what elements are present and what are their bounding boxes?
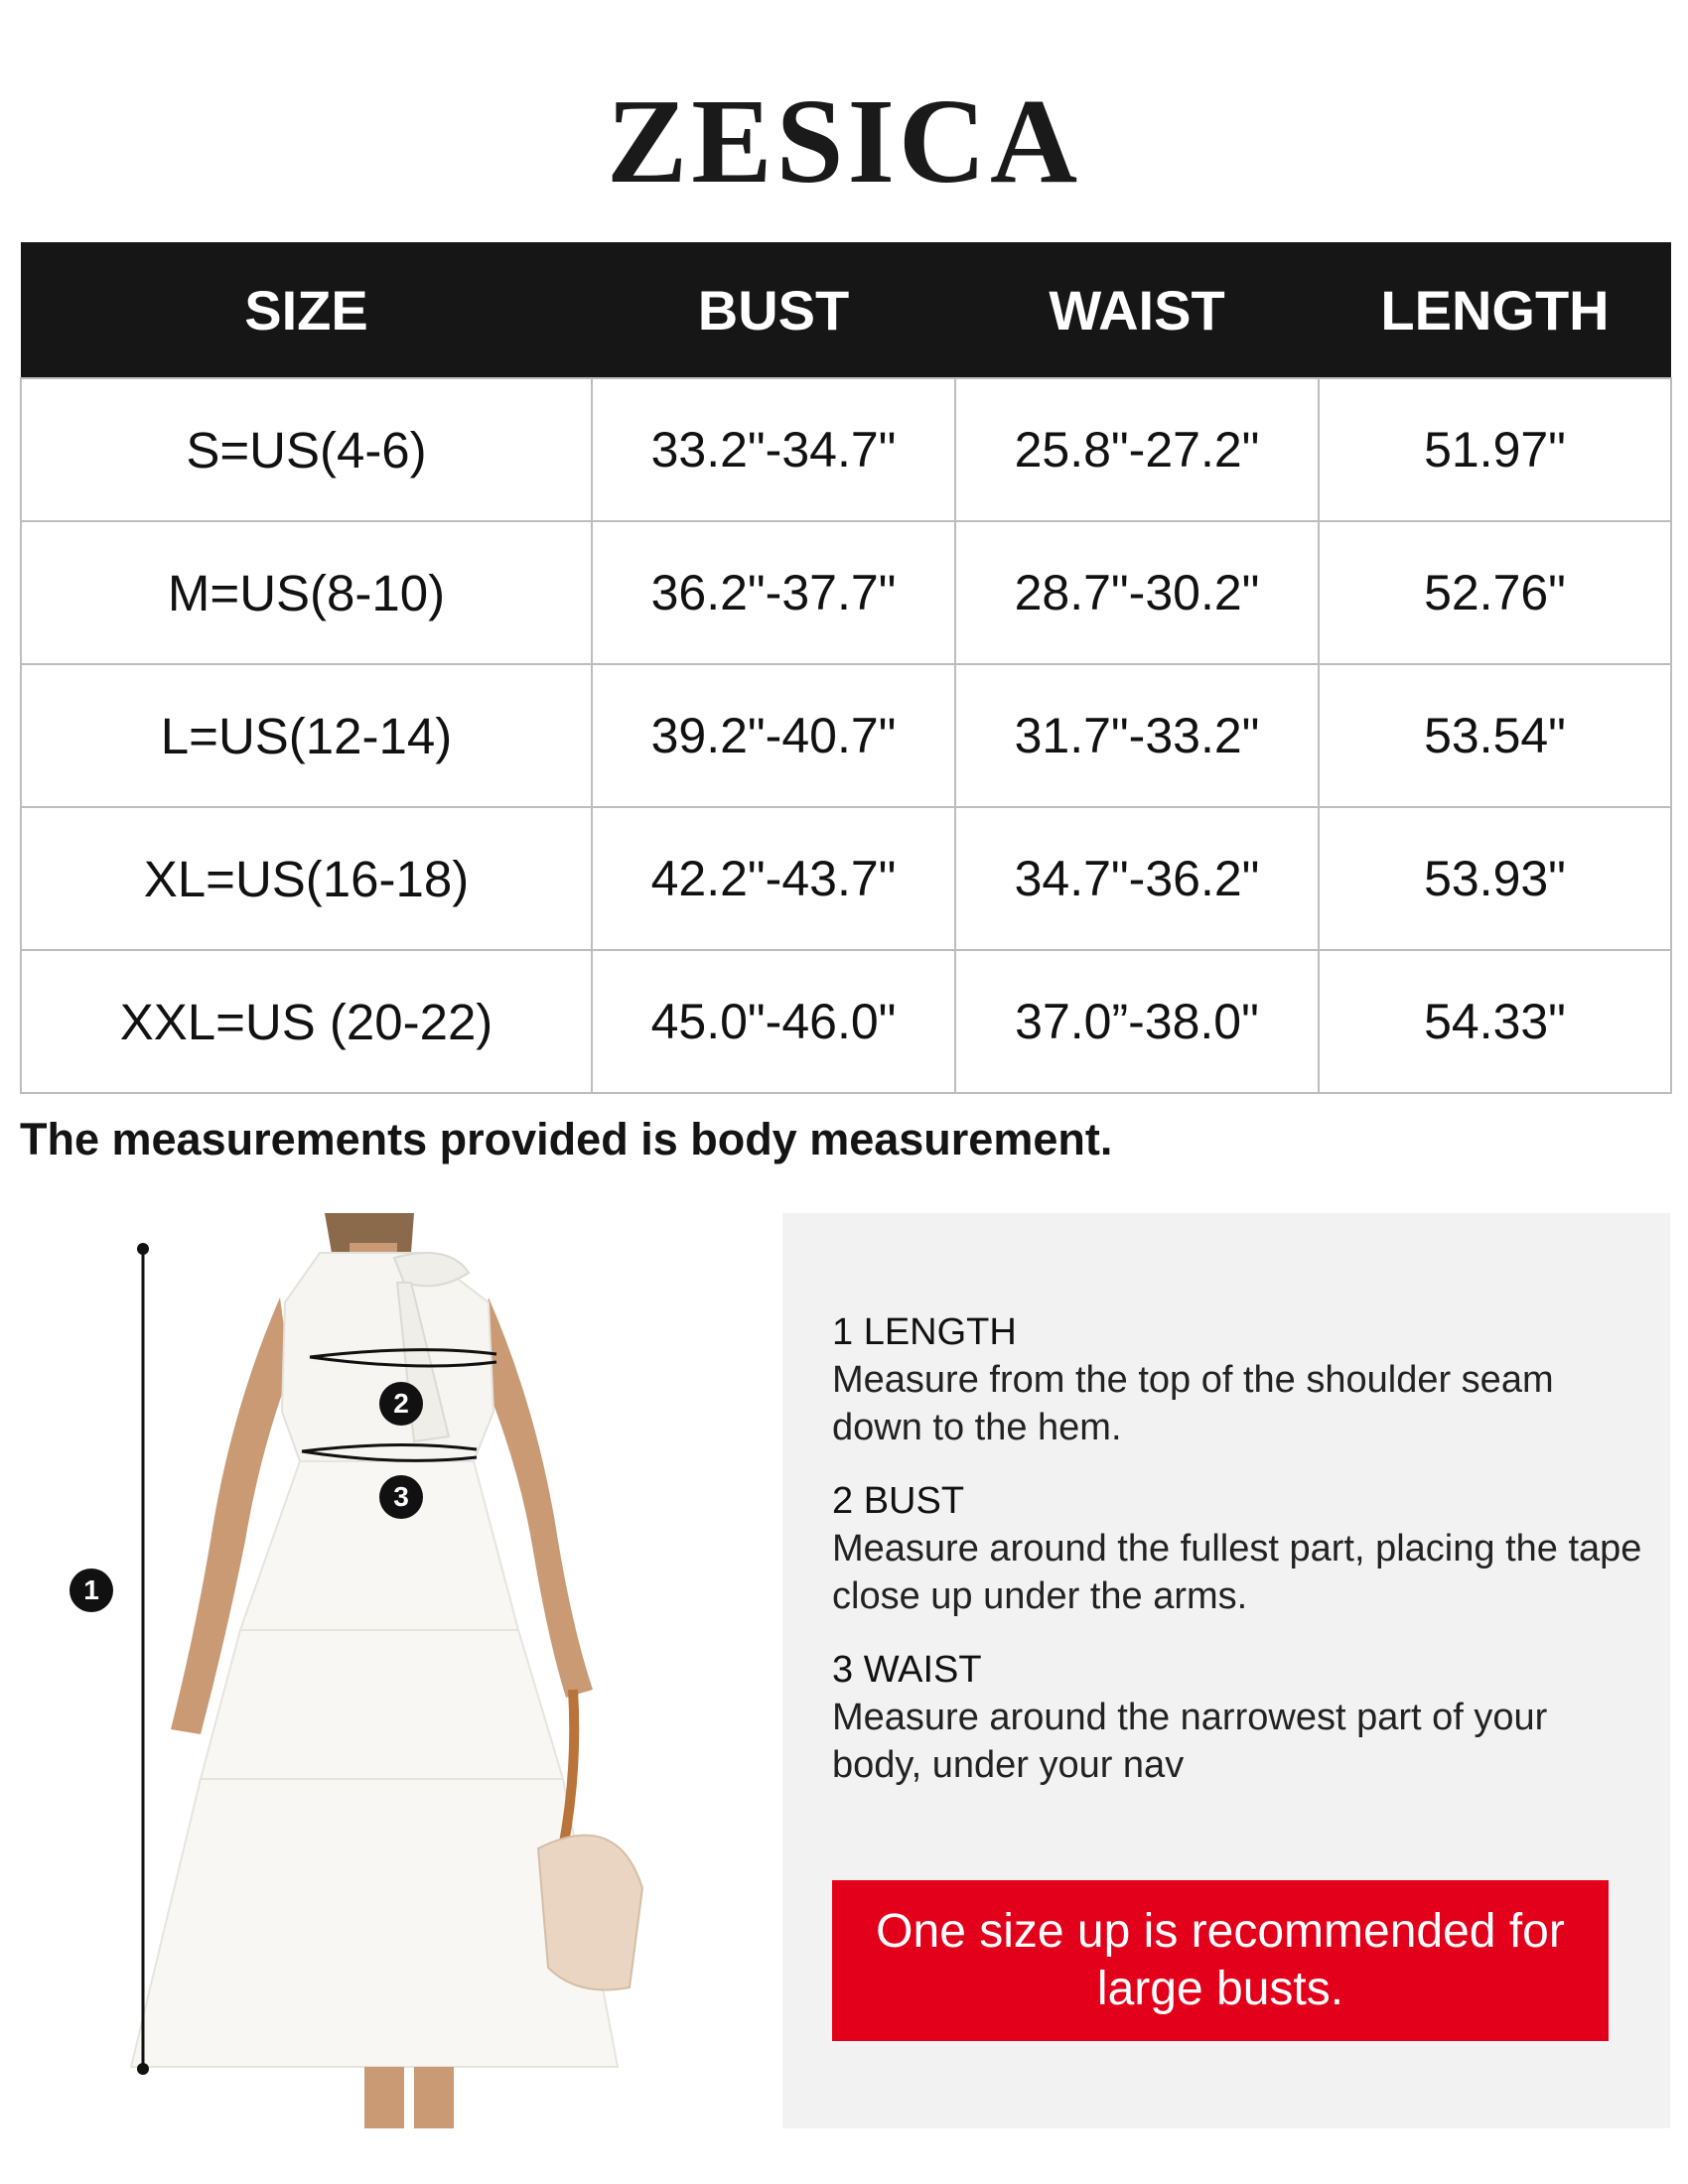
header-bust: BUST [592,242,955,378]
length-cell: 53.54" [1319,664,1671,807]
bust-cell: 39.2"-40.7" [592,664,955,807]
brand-logo: ZESICA [606,74,1082,208]
size-cell: XXL=US (20-22) [21,950,592,1093]
header-size: SIZE [21,242,592,378]
badge-length: 1 [70,1569,113,1612]
model-photo [22,1213,776,2128]
table-row [21,521,1671,664]
length-cell: 53.93" [1319,807,1671,950]
bust-cell: 36.2"-37.7" [592,521,955,664]
waist-cell: 31.7"-33.2" [955,664,1319,807]
waist-cell: 34.7"-36.2" [955,807,1319,950]
size-cell: S=US(4-6) [21,378,592,521]
size-cell: L=US(12-14) [21,664,592,807]
measurement-guide-panel [782,1213,1670,2128]
table-row [21,664,1671,807]
measure-bust [832,1477,1646,1620]
waist-cell: 28.7"-30.2" [955,521,1319,664]
measure-waist [832,1646,1646,1789]
bust-cell: 42.2"-43.7" [592,807,955,950]
table-row [21,378,1671,521]
length-cell: 52.76" [1319,521,1671,664]
length-cell: 54.33" [1319,950,1671,1093]
recommendation-text: One size up is recommended for large busts. [876,1905,1565,2015]
table-row [21,807,1671,950]
measure-length-desc: Measure from the top of the shoulder seam down to the hem. [832,1359,1554,1448]
size-cell: M=US(8-10) [21,521,592,664]
measure-waist-heading: 3 WAIST [832,1649,982,1691]
measure-waist-desc: Measure around the narrowest part of your body, under your nav [832,1697,1548,1786]
recommendation-banner [832,1880,1609,2041]
header-length: LENGTH [1319,242,1671,378]
dress-illustration [22,1213,776,2128]
header-waist: WAIST [955,242,1319,378]
waist-cell: 25.8"-27.2" [955,378,1319,521]
measure-length [832,1308,1646,1451]
bust-cell: 45.0"-46.0" [592,950,955,1093]
measure-bust-heading: 2 BUST [832,1480,965,1522]
length-cell: 51.97" [1319,378,1671,521]
measure-length-heading: 1 LENGTH [832,1311,1017,1353]
table-row [21,950,1671,1093]
waist-cell: 37.0”-38.0" [955,950,1319,1093]
badge-waist: 3 [379,1475,423,1519]
measurement-note: The measurements provided is body measurement. [20,1114,1113,1164]
badge-bust: 2 [379,1382,423,1426]
measure-bust-desc: Measure around the fullest part, placing the tape close up under the arms. [832,1528,1642,1617]
size-chart-table [20,242,1672,1094]
bust-cell: 33.2"-34.7" [592,378,955,521]
table-header-row [21,242,1671,378]
size-cell: XL=US(16-18) [21,807,592,950]
